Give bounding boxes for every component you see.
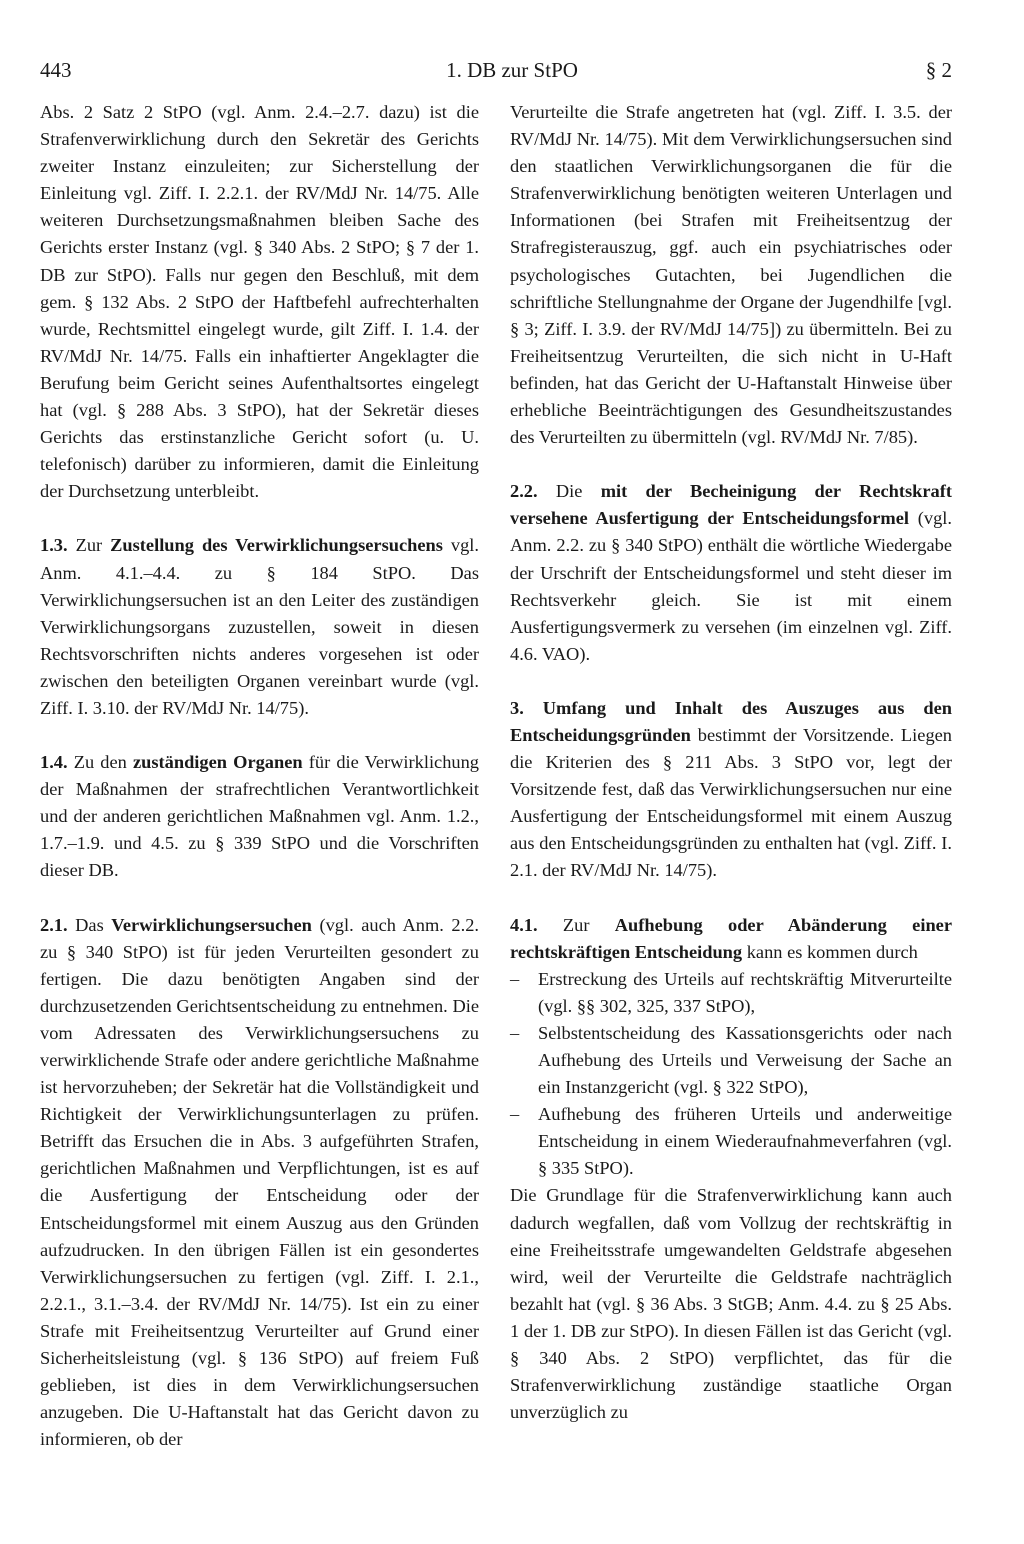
paragraph-number: 3. — [510, 697, 524, 718]
paragraph-4-1 — [510, 912, 952, 966]
paragraph-2-1 — [40, 912, 479, 1454]
paragraph-text: für die Verwirklichung der Maßnahmen der strafrechtlichen Verantwortlichkeit und der anderen gerichtlichen Maßnahmen vgl. Anm. 1.2., 1.7.–1.9. und 4.5. zu § 339 StPO und die Vorschriften dieser DB. — [40, 752, 480, 881]
paragraph-number: 4.1. — [510, 914, 538, 935]
paragraph-number: 2.2. — [510, 481, 538, 502]
paragraph-keyword: Verwirklichungsersuchen — [111, 914, 312, 935]
paragraph-text: (vgl. Anm. 2.2. zu § 340 StPO) enthält die wörtliche Wiedergabe der Urschrift der Entscheidungsformel und steht dieser im Rechtsverkehr gleich. Sie ist mit einem Ausfertigungsvermerk zu versehen (im einzelnen vgl. Ziff. 4.6. VAO). — [510, 508, 952, 664]
right-column — [510, 99, 952, 1426]
paragraph-text: Zu den — [67, 752, 133, 773]
paragraph-keyword: mit der Becheinigung der Rechtskraft versehene Ausfertigung der Entscheidungsformel — [510, 481, 952, 529]
paragraph-number: 1.3. — [40, 535, 68, 556]
paragraph-number: 1.4. — [40, 752, 68, 773]
list-item — [510, 1101, 952, 1182]
paragraph-text: Die — [537, 481, 601, 502]
paragraph-text: Zur — [537, 914, 615, 935]
paragraph-text: kann es kommen durch — [742, 941, 918, 962]
list-item — [510, 1020, 952, 1101]
paragraph-text: vgl. Anm. 4.1.–4.4. zu § 184 StPO. Das Verwirklichungsersuchen ist an den Leiter des zuständigen Verwirklichungsorgans zuzustellen, soweit in diesen Rechtsvorschriften nichts anderes vorgesehen ist oder zwischen den beteiligten Organen vereinbart wurde (vgl. Ziff. I. 3.10. der RV/MdJ Nr. 14/75). — [40, 535, 480, 718]
paragraph-continued: Abs. 2 Satz 2 StPO (vgl. Anm. 2.4.–2.7. dazu) ist die Strafenverwirklichung durch den Sekretär des Gerichts zweiter Instanz einzuleiten; zur Sicherstellung der Einleitung vgl. Ziff. I. 2.2.1. der RV/MdJ Nr. 14/75. Alle weiteren Durchsetzungsmaßnahmen bleiben Sache des Gerichts erster Instanz (vgl. § 340 Abs. 2 StPO; § 7 der 1. DB zur StPO). Falls nur gegen den Beschluß, mit dem gem. § 132 Abs. 2 StPO der Haftbefehl aufrechterhalten wurde, Rechtsmittel eingelegt wurde, gilt Ziff. I. 1.4. der RV/MdJ Nr. 14/75. Falls ein inhaftierter Angeklagter die Berufung beim Gericht seines Aufenthaltsortes eingelegt hat (vgl. § 288 Abs. 3 StPO), hat der Sekretär dieses Gerichts das erstinstanzliche Gericht sofort (u. U. telefonisch) darüber zu informieren, damit die Einleitung der Durchsetzung unterbleibt. — [40, 102, 479, 502]
left-column — [40, 99, 479, 1453]
running-header — [0, 58, 1024, 88]
paragraph-continuation: Die Grundlage für die Strafenverwirklichung kann auch dadurch wegfallen, daß vom Vollzug der rechtskräftig in eine Freiheitsstrafe umgewandelten Geldstrafe abgesehen wird, weil der Verurteilte die Geldstrafe nachträglich bezahlt hat (vgl. § 36 Abs. 3 StGB; Anm. 4.4. zu § 25 Abs. 1 der 1. DB zur StPO). In diesen Fällen ist das Gericht (vgl. § 340 Abs. 2 StPO) verpflichtet, das für die Strafenverwirklichung zuständige staatliche Organ unverzüglich zu — [510, 1185, 952, 1423]
header-section: § 2 — [925, 58, 952, 82]
dash-bullet: – — [510, 968, 520, 989]
paragraph-text: Zur — [67, 535, 111, 556]
paragraph-keyword: Zustellung des Verwirklichungsersuchens — [110, 535, 443, 556]
paragraph-keyword: Aufhebung oder Abänderung einer rechtskräftigen Entscheidung — [510, 914, 952, 962]
list-item-text: Aufhebung des früheren Urteils und anderweitige Entscheidung in einem Wiederaufnahmeverfahren (vgl. § 335 StPO). — [538, 1104, 952, 1179]
dash-bullet: – — [510, 1022, 520, 1043]
paragraph-keyword: Umfang und Inhalt des Auszuges aus den Entscheidungsgründen — [510, 697, 952, 745]
paragraph-continued: Verurteilte die Strafe angetreten hat (vgl. Ziff. I. 3.5. der RV/MdJ Nr. 14/75). Mit dem Verwirklichungsersuchen sind den staatlichen Verwirklichungsorganen die für die Strafenverwirklichung benötigten weiteren Unterlagen und Informationen (bei Strafen mit Freiheitsentzug der Strafregisterauszug, ggf. auch ein psychiatrisches oder psychologisches Gutachten, bei Jugendlichen die schriftliche Stellungnahme der Organe der Jugendhilfe [vgl. § 3; Ziff. I. 3.9. der RV/MdJ 14/75]) zu übermitteln. Bei zu Freiheitsentzug Verurteilten, die sich nicht in U-Haft befinden, hat das Gericht der U-Haftanstalt Hinweise über erhebliche Beeinträchtigungen des Gesundheitszustandes des Verurteilten zu übermitteln (vgl. RV/MdJ Nr. 7/85). — [510, 102, 952, 448]
paragraph-text: (vgl. auch Anm. 2.2. zu § 340 StPO) ist für jeden Verurteilten gesondert zu fertigen. Die dazu benötigten Angaben sind der durchzusetzenden Gerichtsentscheidung zu entnehmen. Die vom Adressaten des Verwirklichungsersuchens zu verwirklichende Strafe oder andere gerichtliche Maßnahme ist hervorzuheben; der Sekretär hat die Vollständigkeit und Richtigkeit der Verwirklichungsunterlagen zu prüfen. Betrifft das Ersuchen die in Abs. 3 aufgeführten Strafen, gerichtlichen Maßnahmen und Verpflichtungen, ist es auf die Ausfertigung der Entscheidung oder der Entscheidungsformel mit einem Auszug aus den Gründen aufzudrucken. In den übrigen Fällen ist ein gesondertes Verwirklichungsersuchen zu fertigen (vgl. Ziff. I. 2.1., 2.2.1., 3.1.–3.4. der RV/MdJ Nr. 14/75). Ist ein zu einer Strafe mit Freiheitsentzug Verurteilter auf Grund einer Sicherheitsleistung (vgl. § 136 StPO) auf freiem Fuß geblieben, ist dies in dem Verwirklichungsersuchen anzugeben. Die U-Haftanstalt hat das Gericht davon zu informieren, ob der — [40, 914, 479, 1450]
page-number: 443 — [40, 58, 72, 82]
paragraph-keyword: zuständigen Organen — [132, 752, 303, 773]
list-item-text: Selbstentscheidung des Kassationsgerichts oder nach Aufhebung des Urteils und Verweisung der Sache an ein Instanzgericht (vgl. § 322 StPO), — [538, 1022, 952, 1098]
paragraph-1-4 — [40, 749, 479, 884]
paragraph-3 — [510, 695, 952, 885]
list-item-text: Erstreckung des Urteils auf rechtskräftig Mitverurteilte (vgl. §§ 302, 325, 337 StPO), — [538, 968, 952, 1016]
paragraph-2-2 — [510, 478, 952, 668]
paragraph-text: bestimmt der Vorsitzende. Liegen die Kriterien des § 211 Abs. 3 StPO vor, legt der Vorsitzende fest, daß das Verwirklichungsersuchen nur eine Ausfertigung der Entscheidungsformel mit einem Auszug aus den Entscheidungsgründen zu enthalten hat (vgl. Ziff. I. 2.1. der RV/MdJ Nr. 14/75). — [510, 724, 952, 881]
paragraph-1-3 — [40, 532, 479, 722]
header-title: 1. DB zur StPO — [446, 58, 578, 82]
dash-bullet: – — [510, 1104, 520, 1125]
paragraph-text: Das — [67, 914, 112, 935]
list-item — [510, 966, 952, 1020]
paragraph-text — [524, 698, 543, 718]
paragraph-number: 2.1. — [40, 914, 68, 935]
